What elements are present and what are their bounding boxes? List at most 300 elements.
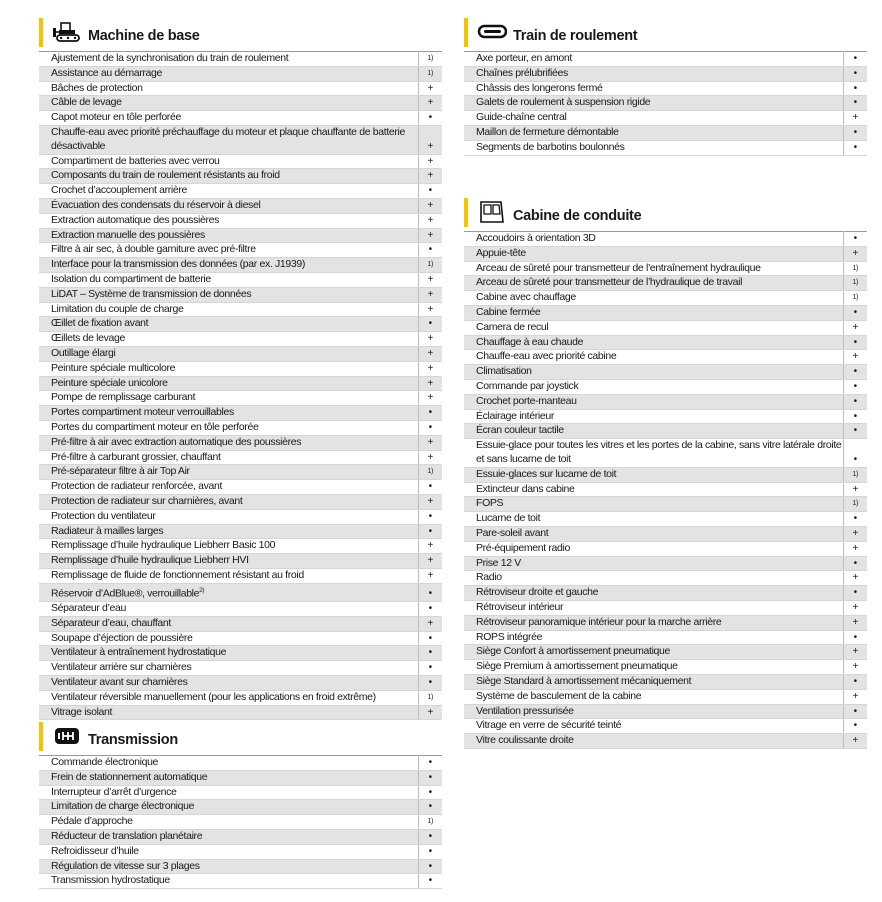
availability-mark: •	[418, 583, 442, 601]
table-row	[39, 169, 442, 184]
availability-mark: +	[418, 332, 442, 347]
row-label	[39, 646, 418, 661]
table-row	[39, 770, 442, 785]
table-row	[39, 554, 442, 569]
row-label	[39, 568, 418, 583]
footnote-ref: 2)	[199, 586, 205, 594]
table-row	[39, 675, 442, 690]
table-row	[39, 154, 442, 169]
availability-mark: •	[843, 704, 867, 719]
row-label	[39, 184, 418, 199]
table-row	[464, 305, 867, 320]
table-row	[39, 317, 442, 332]
row-label	[39, 815, 418, 830]
row-label	[39, 302, 418, 317]
row-label	[39, 480, 418, 495]
row-label-text: Chauffage à eau chaude	[476, 335, 584, 348]
table-row	[464, 467, 867, 482]
row-label-text: Rétroviseur intérieur	[476, 600, 564, 613]
row-label-text: Pré-filtre à carburant grossier, chauffant	[51, 450, 221, 463]
row-label	[464, 689, 843, 704]
availability-mark: +	[843, 689, 867, 704]
row-label-text: Remplissage d’huile hydraulique Liebherr HVI	[51, 554, 249, 567]
availability-mark: +	[843, 734, 867, 749]
row-label	[39, 874, 418, 889]
row-label-text: Protection de radiateur sur charnières, avant	[51, 494, 243, 507]
availability-mark: •	[418, 243, 442, 258]
row-label	[464, 140, 843, 155]
row-label	[464, 719, 843, 734]
availability-mark: 1)	[418, 52, 442, 67]
table-row	[464, 704, 867, 719]
table-row	[39, 539, 442, 554]
availability-mark: •	[843, 379, 867, 394]
row-label	[39, 420, 418, 435]
availability-mark: +	[418, 346, 442, 361]
availability-mark: •	[418, 675, 442, 690]
row-label	[464, 674, 843, 689]
availability-mark: +	[418, 494, 442, 509]
availability-mark: •	[843, 66, 867, 81]
row-label	[464, 66, 843, 81]
row-label-text: Cabine fermée	[476, 305, 541, 318]
availability-mark: •	[418, 874, 442, 889]
availability-mark: +	[418, 554, 442, 569]
row-label	[39, 844, 418, 859]
row-label-text: Essuie-glaces sur lucarne de toit	[476, 467, 617, 480]
availability-mark: +	[418, 302, 442, 317]
availability-mark: •	[418, 785, 442, 800]
table-row	[39, 391, 442, 406]
row-label-text: Pompe de remplissage carburant	[51, 391, 196, 404]
row-label	[39, 524, 418, 539]
row-label-text: Peinture spéciale multicolore	[51, 361, 176, 374]
table-row	[464, 556, 867, 571]
availability-mark: •	[418, 184, 442, 199]
row-label	[39, 800, 418, 815]
row-label	[39, 96, 418, 111]
row-label	[39, 583, 418, 601]
availability-mark: +	[418, 391, 442, 406]
row-label-text: Ventilateur réversible manuellement (pour les applications en froid extrême)	[51, 690, 376, 703]
table-row	[39, 568, 442, 583]
table-row	[39, 616, 442, 631]
availability-mark: +	[418, 96, 442, 111]
table-row	[39, 302, 442, 317]
row-label	[464, 111, 843, 126]
availability-mark: +	[418, 435, 442, 450]
row-label	[464, 541, 843, 556]
row-label-text: Réservoir d’AdBlue®, verrouillable	[51, 587, 200, 600]
accent-bar	[464, 198, 468, 227]
row-label	[464, 600, 843, 615]
section-transmission	[39, 722, 442, 889]
availability-mark: +	[418, 125, 442, 154]
availability-mark: 1)	[418, 465, 442, 480]
availability-mark: •	[843, 365, 867, 380]
row-label	[39, 154, 418, 169]
row-label	[39, 391, 418, 406]
row-label	[464, 439, 843, 468]
availability-mark: •	[843, 719, 867, 734]
row-label	[39, 616, 418, 631]
row-label	[39, 859, 418, 874]
row-label-text: Composants du train de roulement résistants au froid	[51, 169, 280, 182]
row-label-text: Vitrage isolant	[51, 705, 113, 718]
table-row	[464, 111, 867, 126]
table-row	[39, 661, 442, 676]
row-label	[39, 631, 418, 646]
table-row	[464, 379, 867, 394]
equipment-table	[464, 51, 867, 156]
row-label-text: Arceau de sûreté pour transmetteur de l’hydraulique de travail	[476, 276, 743, 289]
row-label	[464, 409, 843, 424]
table-row	[39, 213, 442, 228]
table-row	[464, 291, 867, 306]
row-label-text: Appuie-tête	[476, 246, 526, 259]
row-label	[464, 586, 843, 601]
row-label	[464, 571, 843, 586]
table-row	[464, 350, 867, 365]
availability-mark: +	[843, 320, 867, 335]
row-label-text: Capot moteur en tôle perforée	[51, 111, 181, 124]
row-label-text: Rétroviseur panoramique intérieur pour la marche arrière	[476, 615, 722, 628]
availability-mark: +	[418, 198, 442, 213]
availability-mark: +	[418, 705, 442, 720]
table-row	[39, 480, 442, 495]
row-label-text: Séparateur d’eau, chauffant	[51, 616, 171, 629]
row-label-text: Interface pour la transmission des données (par ex. J1939)	[51, 258, 306, 271]
row-label-text: Portes compartiment moteur verrouillables	[51, 406, 234, 419]
row-label	[464, 232, 843, 247]
table-row	[39, 509, 442, 524]
availability-mark: •	[843, 394, 867, 409]
row-label-text: Outillage élargi	[51, 346, 116, 359]
row-label-text: Œillets de levage	[51, 332, 126, 345]
availability-mark: •	[418, 524, 442, 539]
row-label	[464, 615, 843, 630]
row-label-text: Ventilateur avant sur charnières	[51, 675, 188, 688]
row-label	[464, 482, 843, 497]
row-label-text: Compartiment de batteries avec verrou	[51, 154, 220, 167]
table-row	[39, 601, 442, 616]
table-row	[39, 494, 442, 509]
table-row	[39, 450, 442, 465]
table-row	[464, 424, 867, 439]
table-row	[464, 52, 867, 67]
availability-mark: 1)	[843, 261, 867, 276]
table-row	[464, 600, 867, 615]
row-label-text: Assistance au démarrage	[51, 66, 163, 79]
table-row	[39, 52, 442, 67]
row-label	[464, 305, 843, 320]
equipment-table	[39, 51, 442, 720]
availability-mark: •	[418, 829, 442, 844]
availability-mark: +	[418, 287, 442, 302]
availability-mark: •	[418, 420, 442, 435]
availability-mark: •	[843, 125, 867, 140]
row-label-text: Extraction manuelle des poussières	[51, 228, 205, 241]
table-row	[39, 66, 442, 81]
table-row	[39, 184, 442, 199]
table-row	[464, 394, 867, 409]
table-row	[464, 660, 867, 675]
availability-mark: +	[418, 154, 442, 169]
availability-mark: +	[418, 272, 442, 287]
row-label-text: Refroidisseur d’huile	[51, 844, 139, 857]
row-label	[39, 435, 418, 450]
row-label-text: Protection de radiateur renforcée, avant	[51, 480, 223, 493]
row-label	[39, 690, 418, 705]
table-row	[39, 125, 442, 154]
row-label-text: Maillon de fermeture démontable	[476, 125, 619, 138]
table-row	[464, 365, 867, 380]
table-row	[39, 844, 442, 859]
section-header	[464, 198, 867, 231]
table-row	[39, 859, 442, 874]
row-label	[39, 465, 418, 480]
row-label-text: Protection du ventilateur	[51, 509, 156, 522]
row-label	[39, 66, 418, 81]
row-label-text: Pré-filtre à air avec extraction automatique des poussières	[51, 435, 302, 448]
row-label-text: Limitation du couple de charge	[51, 302, 184, 315]
cab-icon	[477, 200, 507, 224]
availability-mark: •	[843, 439, 867, 468]
table-row	[464, 261, 867, 276]
availability-mark: +	[843, 111, 867, 126]
row-label	[39, 509, 418, 524]
row-label-text: Écran couleur tactile	[476, 424, 564, 437]
table-row	[39, 346, 442, 361]
table-row	[39, 406, 442, 421]
row-label	[464, 52, 843, 67]
table-row	[464, 541, 867, 556]
availability-mark: +	[843, 350, 867, 365]
row-label	[464, 365, 843, 380]
availability-mark: +	[418, 361, 442, 376]
availability-mark: +	[418, 568, 442, 583]
table-row	[464, 571, 867, 586]
availability-mark: •	[418, 646, 442, 661]
availability-mark: +	[418, 81, 442, 96]
row-label	[39, 52, 418, 67]
row-label-text: Châssis des longerons fermé	[476, 81, 603, 94]
section-title: Transmission	[88, 732, 178, 748]
section-header	[39, 722, 442, 755]
bulldozer-icon	[52, 20, 82, 44]
row-label	[464, 704, 843, 719]
table-row	[39, 815, 442, 830]
row-label-text: Bâches de protection	[51, 81, 143, 94]
table-row	[39, 756, 442, 771]
row-label	[39, 213, 418, 228]
row-label-text: Système de basculement de la cabine	[476, 689, 642, 702]
table-row	[39, 631, 442, 646]
availability-mark: +	[843, 615, 867, 630]
row-label	[39, 661, 418, 676]
table-row	[39, 705, 442, 720]
row-label-text: Portes du compartiment moteur en tôle perforée	[51, 420, 259, 433]
row-label-text: Câble de levage	[51, 96, 122, 109]
row-label-text: Interrupteur d’arrêt d’urgence	[51, 785, 177, 798]
accent-bar	[39, 722, 43, 751]
row-label-text: Cabine avec chauffage	[476, 291, 576, 304]
row-label-text: Ajustement de la synchronisation du train de roulement	[51, 52, 289, 64]
row-label-text: Accoudoirs à orientation 3D	[476, 232, 596, 244]
availability-mark: +	[843, 482, 867, 497]
row-label-text: Commande par joystick	[476, 379, 579, 392]
table-row	[39, 287, 442, 302]
row-label-text: Éclairage intérieur	[476, 409, 554, 422]
row-label	[464, 276, 843, 291]
availability-mark: 1)	[418, 815, 442, 830]
availability-mark: •	[418, 601, 442, 616]
table-row	[39, 583, 442, 601]
row-label-text: Chaînes prélubrifiées	[476, 66, 568, 79]
availability-mark: 1)	[843, 497, 867, 512]
row-label-text: Galets de roulement à suspension rigide	[476, 96, 651, 109]
table-row	[464, 232, 867, 247]
availability-mark: +	[418, 228, 442, 243]
row-label	[39, 346, 418, 361]
table-row	[464, 719, 867, 734]
row-label	[464, 320, 843, 335]
row-label-text: Transmission hydrostatique	[51, 874, 170, 887]
row-label-text: LiDAT – Système de transmission de données	[51, 287, 252, 300]
row-label	[39, 111, 418, 126]
section-title: Machine de base	[88, 28, 200, 44]
availability-mark: +	[843, 660, 867, 675]
availability-mark: •	[843, 586, 867, 601]
row-label	[39, 287, 418, 302]
table-row	[464, 615, 867, 630]
row-label	[39, 601, 418, 616]
table-row	[464, 674, 867, 689]
table-row	[39, 258, 442, 273]
availability-mark: •	[843, 512, 867, 527]
table-row	[464, 276, 867, 291]
row-label	[39, 554, 418, 569]
section-header	[464, 18, 867, 51]
section-header	[39, 18, 442, 51]
row-label-text: Axe porteur, en amont	[476, 52, 572, 64]
availability-mark: •	[418, 111, 442, 126]
row-label	[464, 379, 843, 394]
row-label	[39, 376, 418, 391]
equipment-table	[464, 231, 867, 749]
availability-mark: +	[843, 571, 867, 586]
table-row	[39, 690, 442, 705]
row-label-text: Soupape d’éjection de poussière	[51, 631, 193, 644]
row-label	[464, 645, 843, 660]
availability-mark: 1)	[843, 276, 867, 291]
availability-mark: +	[843, 246, 867, 261]
row-label-text: Peinture spéciale unicolore	[51, 376, 168, 389]
row-label-text: Crochet porte-manteau	[476, 394, 577, 407]
row-label-text: Vitre coulissante droite	[476, 734, 574, 747]
table-row	[39, 111, 442, 126]
row-label	[39, 675, 418, 690]
availability-mark: 1)	[418, 66, 442, 81]
row-label-text: Pré-séparateur filtre à air Top Air	[51, 465, 190, 478]
table-row	[39, 243, 442, 258]
row-label-text: Remplissage d’huile hydraulique Liebherr Basic 100	[51, 539, 276, 552]
row-label-text: Ventilation pressurisée	[476, 704, 574, 717]
row-label-text: Chauffe-eau avec priorité préchauffage du moteur et plaque chauffante de batterie désactivable	[51, 125, 406, 152]
row-label	[39, 539, 418, 554]
table-row	[464, 409, 867, 424]
row-label	[39, 228, 418, 243]
row-label	[39, 770, 418, 785]
availability-mark: •	[843, 96, 867, 111]
table-row	[464, 125, 867, 140]
row-label-text: Chauffe-eau avec priorité cabine	[476, 350, 617, 363]
row-label	[39, 332, 418, 347]
availability-mark: •	[843, 81, 867, 96]
row-label-text: Limitation de charge électronique	[51, 800, 195, 813]
equipment-table	[39, 755, 442, 889]
row-label-text: Segments de barbotins boulonnés	[476, 140, 625, 153]
table-row	[39, 829, 442, 844]
row-label	[464, 467, 843, 482]
row-label-text: Filtre à air sec, à double garniture avec pré-filtre	[51, 243, 256, 256]
table-row	[464, 734, 867, 749]
row-label	[464, 246, 843, 261]
table-row	[464, 630, 867, 645]
availability-mark: •	[843, 140, 867, 155]
row-label-text: Ventilateur à entraînement hydrostatique	[51, 646, 227, 659]
table-row	[39, 198, 442, 213]
row-label-text: Régulation de vitesse sur 3 plages	[51, 859, 200, 872]
row-label-text: Radio	[476, 571, 502, 584]
availability-mark: •	[418, 770, 442, 785]
availability-mark: •	[418, 406, 442, 421]
row-label-text: Évacuation des condensats du réservoir à diesel	[51, 198, 261, 211]
row-label	[39, 705, 418, 720]
row-label-text: Guide-chaîne central	[476, 111, 567, 124]
transmission-icon	[52, 724, 82, 748]
row-label-text: Camera de recul	[476, 320, 549, 333]
row-label-text: Ventilateur arrière sur charnières	[51, 661, 192, 674]
table-row	[464, 335, 867, 350]
row-label-text: FOPS	[476, 497, 504, 510]
section-machine	[39, 18, 442, 720]
row-label-text: Climatisation	[476, 365, 532, 378]
row-label	[39, 450, 418, 465]
table-row	[464, 512, 867, 527]
availability-mark: •	[418, 844, 442, 859]
table-row	[464, 439, 867, 468]
row-label	[464, 261, 843, 276]
row-label	[39, 494, 418, 509]
row-label	[39, 361, 418, 376]
table-row	[464, 482, 867, 497]
row-label	[464, 556, 843, 571]
row-label-text: Crochet d’accouplement arrière	[51, 184, 187, 197]
availability-mark: •	[843, 630, 867, 645]
row-label-text: Séparateur d’eau	[51, 601, 126, 614]
availability-mark: +	[418, 539, 442, 554]
row-label	[39, 198, 418, 213]
row-label	[39, 125, 418, 154]
availability-mark: 1)	[418, 258, 442, 273]
table-row	[39, 361, 442, 376]
table-row	[39, 646, 442, 661]
row-label-text: Commande électronique	[51, 756, 159, 768]
availability-mark: •	[843, 52, 867, 67]
row-label	[464, 125, 843, 140]
row-label	[39, 829, 418, 844]
